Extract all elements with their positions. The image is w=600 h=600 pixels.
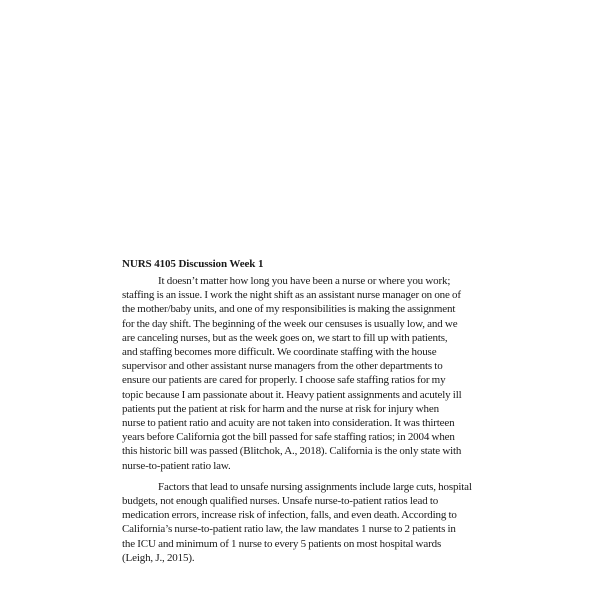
text-line: budgets, not enough qualified nurses. Unsafe nurse-to-patient ratios lead to <box>122 495 439 508</box>
text-line: for the day shift. The beginning of the week our censuses is usually low, and we <box>122 317 458 330</box>
text-line: are canceling nurses, but as the week goes on, we start to fill up with patients, <box>122 331 448 344</box>
text-line: Factors that lead to unsafe nursing assignments include large cuts, hospital <box>158 480 472 493</box>
text-line: nurse-to-patient ratio law. <box>122 459 231 472</box>
text-line: staffing is an issue. I work the night shift as an assistant nurse manager on one of <box>122 289 461 302</box>
text-line: supervisor and other assistant nurse managers from the other departments to <box>122 360 443 373</box>
document-body <box>122 257 488 565</box>
text-line: the mother/baby units, and one of my responsibilities is making the assignment <box>122 303 456 316</box>
text-line: the ICU and minimum of 1 nurse to every 5 patients on most hospital wards <box>122 537 442 550</box>
document-title: NURS 4105 Discussion Week 1 <box>122 258 264 270</box>
text-line: medication errors, increase risk of infection, falls, and even death. According to <box>122 509 457 522</box>
text-line: California’s nurse-to-patient ratio law, the law mandates 1 nurse to 2 patients in <box>122 523 456 536</box>
text-line: this historic bill was passed (Blitchok, A., 2018). California is the only state with <box>122 445 462 458</box>
text-line: (Leigh, J., 2015). <box>122 551 195 564</box>
paragraph-1 <box>122 274 488 473</box>
text-line: nurse to patient ratio and acuity are not taken into consideration. It was thirteen <box>122 417 455 430</box>
paragraph-2 <box>122 480 488 565</box>
text-line: years before California got the bill passed for safe staffing ratios; in 2004 when <box>122 431 455 444</box>
text-line: patients put the patient at risk for harm and the nurse at risk for injury when <box>122 402 439 415</box>
text-line: It doesn’t matter how long you have been a nurse or where you work; <box>158 275 451 287</box>
text-line: ensure our patients are cared for properly. I choose safe staffing ratios for my <box>122 374 446 387</box>
text-line: topic because I am passionate about it. Heavy patient assignments and acutely ill <box>122 388 462 401</box>
text-line: and staffing becomes more difficult. We coordinate staffing with the house <box>122 346 437 359</box>
